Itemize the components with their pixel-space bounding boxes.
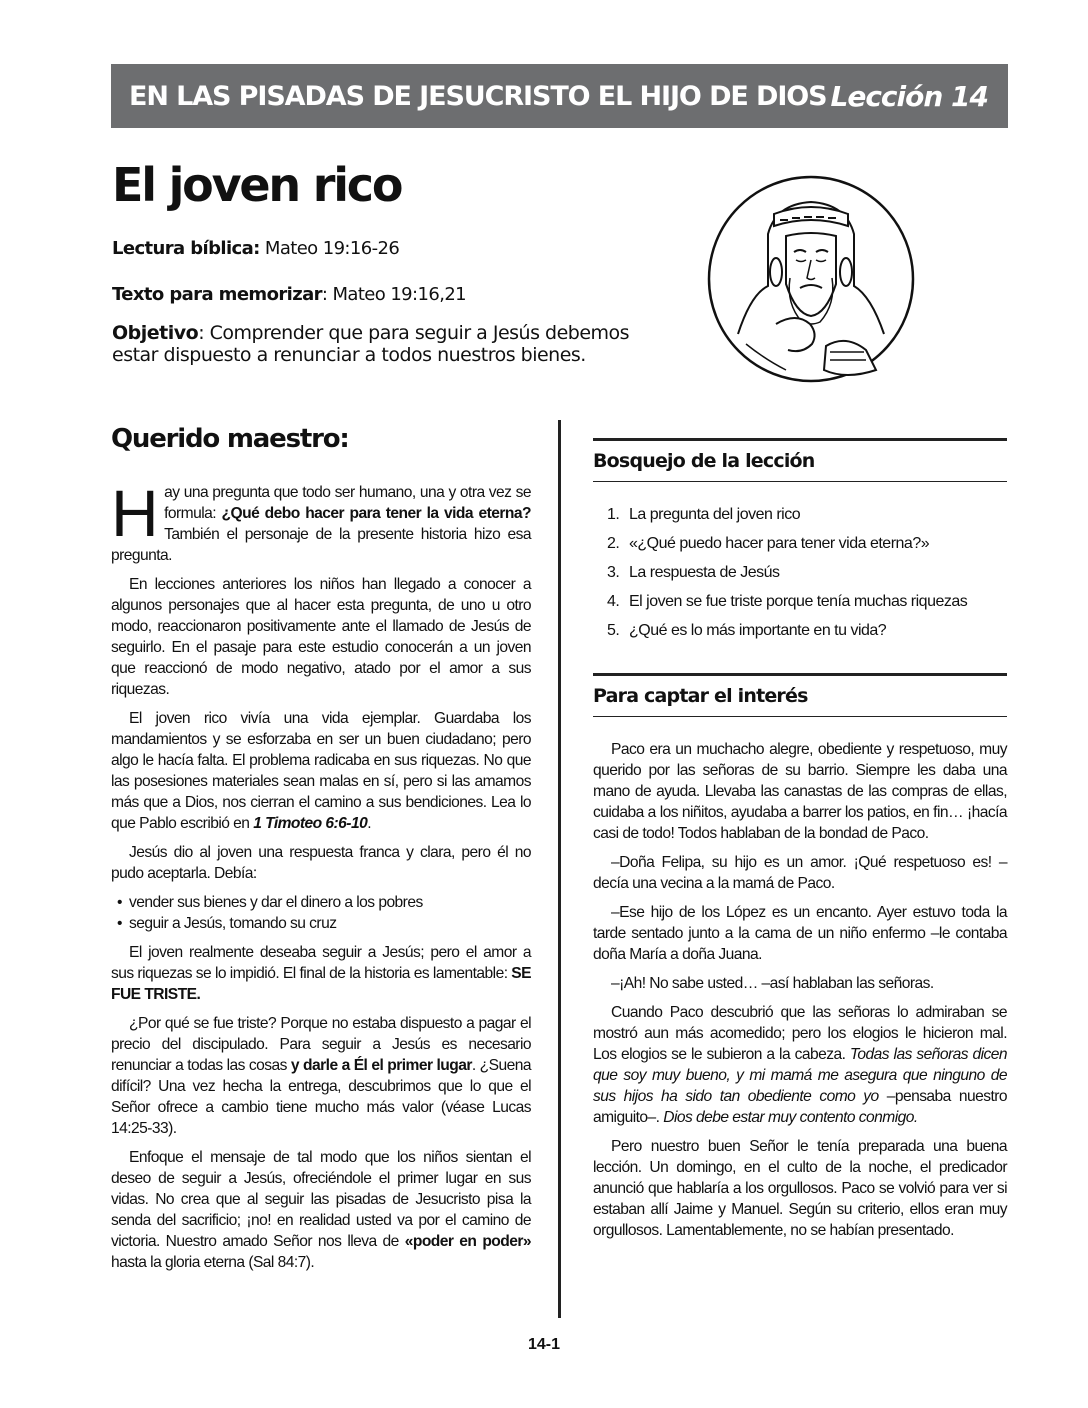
lesson-title: El joven rico — [112, 158, 402, 212]
thought-text: Todas las señoras dicen que soy muy bueno, y mi mamá me asegura que ninguno de sus hijos ha sido tan obediente como yo — [593, 1046, 1007, 1105]
outline-text: La pregunta del joven rico — [629, 506, 801, 523]
list-item: • seguir a Jesús, tomando su cruz — [111, 913, 531, 934]
bible-reading-value: Mateo 19:16-26 — [259, 238, 400, 259]
story-paragraph: –¡Ah! No sabe usted… –así hablaban las señoras. — [611, 975, 934, 992]
key-question: ¿Qué debo hacer para tener la vida eterna? — [221, 505, 531, 522]
teacher-paragraph — [111, 476, 531, 566]
teacher-note-heading: Querido maestro: — [111, 424, 349, 454]
teacher-paragraph — [111, 708, 531, 834]
bible-reading-label: Lectura bíblica: — [112, 238, 260, 259]
outline-number: 5. — [607, 622, 620, 639]
series-title: EN LAS PISADAS DE JESUCRISTO EL HIJO DE DIOS — [129, 80, 827, 112]
list-item: • vender sus bienes y dar el dinero a los pobres — [111, 892, 531, 913]
story-paragraph: Paco era un muchacho alegre, obediente y respetuoso, muy querido por las señoras de su barrio. Siempre les daba una mano de ayuda. Llevaba las canastas de las compras de ellas, cuidaba a los niñitos, ayudaba a barrer los patios, en fin… ¡hacía casi de todo! Todos hablaban de la bondad de Paco. — [593, 741, 1007, 842]
outline-column — [593, 438, 1007, 1249]
interest-story — [593, 739, 1007, 1241]
outline-number: 1. — [607, 506, 620, 523]
text-run: hasta la gloria eterna (Sal 84:7). — [111, 1254, 315, 1271]
outline-item — [593, 529, 1007, 558]
teacher-paragraph — [111, 1013, 531, 1139]
outline-item — [593, 587, 1007, 616]
story-paragraph — [593, 1002, 1007, 1128]
lesson-number: Lección 14 — [830, 79, 988, 113]
memory-verse-value: : Mateo 19:16,21 — [321, 284, 467, 305]
story-paragraph: –Ese hijo de los López es un encanto. Ayer estuvo toda la tarde sentado junto a la cama de un niño enfermo –le contaba doña María a doña Juana. — [593, 904, 1007, 963]
text-run: El joven rico vivía una vida ejemplar. Guardaba los mandamientos y se esforzaba en ser un buen ciudadano; pero algo le hacía falta. El problema radicaba en sus riquezas. No que las posesiones materiales sean malas en sí, pero si las amamos más que a Dios, nos cierran el camino a sus bendiciones. Lea lo que Pablo escribió en — [111, 710, 531, 832]
bible-reading — [112, 238, 399, 259]
teacher-paragraph: Jesús dio al joven una respuesta franca y clara, pero él no pudo aceptarla. Debía: — [111, 844, 531, 882]
objective-value: : Comprender que para seguir a Jesús debemos estar dispuesto a renunciar a todos nuestros bienes. — [112, 322, 630, 366]
story-paragraph: Pero nuestro buen Señor le tenía preparada una buena lección. Un domingo, en el culto de la noche, el predicador anunció que hablaría a los orgullosos. Paco se volvió para ver si estaban allí Jaime y Manuel. Según su criterio, ellos eran muy orgullosos. Lamentablemente, no se habían presentado. — [593, 1138, 1007, 1239]
drop-cap: H — [111, 476, 159, 550]
outline-number: 2. — [607, 535, 620, 552]
story-paragraph: –Doña Felipa, su hijo es un amor. ¡Qué respetuoso es! –decía una vecina a la mamá de Paco. — [593, 854, 1007, 892]
text-run: ay una pregunta que todo ser humano, una y otra vez se formula: — [164, 484, 531, 522]
scripture-reference: 1 Timoteo 6:6-10 — [253, 815, 368, 832]
outline-heading: Bosquejo de la lección — [593, 438, 1007, 482]
text-run: –pensaba nuestro amiguito–. — [593, 1088, 1007, 1126]
outline-item — [593, 500, 1007, 529]
objective — [112, 322, 672, 366]
text-run: El joven realmente deseaba seguir a Jesús; pero el amor a sus riquezas se lo impidió. El final de la historia es lamentable: — [111, 944, 531, 982]
text-run: También el personaje de la presente historia hizo esa pregunta. — [111, 526, 531, 564]
column-divider — [558, 420, 561, 1318]
emphasis: «poder en poder» — [404, 1233, 532, 1250]
outline-number: 3. — [607, 564, 620, 581]
outline-text: ¿Qué es lo más importante en tu vida? — [629, 622, 887, 639]
memory-verse — [112, 284, 466, 305]
emphasis: SE FUE TRISTE. — [111, 965, 531, 1003]
thought-text: Dios debe estar muy contento conmigo. — [663, 1109, 918, 1126]
outline-text: «¿Qué puedo hacer para tener vida eterna?» — [629, 535, 930, 552]
teacher-note-column — [111, 420, 531, 1281]
text-run: Cuando Paco descubrió que las señoras lo admiraban se mostró aun más acomedido; pero los elogios le hicieron mal. Los elogios se le subieron a la cabeza. — [593, 1004, 1007, 1063]
text-run: . — [367, 815, 371, 832]
rich-young-man-illustration — [706, 174, 916, 384]
outline-item — [593, 616, 1007, 645]
header-banner — [111, 64, 1008, 128]
text-run: ¿Por qué se fue triste? Porque no estaba dispuesto a pagar el precio del discipulado. Para seguir a Jesús es necesario renunciar a todas las cosas — [111, 1015, 531, 1074]
teacher-paragraph: En lecciones anteriores los niños han llegado a conocer a algunos personajes que al hacer esta pregunta, de uno u otro modo, reaccionaron positivamente ante el llamado de Jesús de seguirlo. En el pasaje para este estudio conocerán a un joven que reaccionó de modo negativo, atado por el amor a sus riquezas. — [111, 576, 531, 698]
outline-item — [593, 558, 1007, 587]
outline-number: 4. — [607, 593, 620, 610]
text-run: Enfoque el mensaje de tal modo que los niños sientan el deseo de seguir a Jesús, ofreciéndole el primer lugar en sus vidas. No crea que al seguir las pisadas de Jesucristo pisa la senda del sacrificio; ¡no! en realidad usted va por el camino de victoria. Nuestro amado Señor nos lleva de — [111, 1149, 531, 1250]
outline-text: El joven se fue triste porque tenía muchas riquezas — [629, 593, 968, 610]
memory-verse-label: Texto para memorizar — [112, 284, 322, 305]
outline-text: La respuesta de Jesús — [629, 564, 780, 581]
page-number: 14-1 — [528, 1336, 561, 1353]
teacher-note-body — [111, 476, 532, 1273]
teacher-paragraph — [111, 942, 531, 1005]
interest-heading: Para captar el interés — [593, 673, 1007, 717]
emphasis: y darle a Él el primer lugar — [290, 1057, 472, 1074]
text-run: . ¿Suena difícil? Una vez hecha la entrega, descubrimos que lo que el Señor ofrece a cambio tiene mucho más valor (véase Lucas 14:25-33). — [111, 1057, 531, 1137]
requirements-list — [111, 892, 531, 934]
lesson-outline — [593, 500, 1007, 645]
teacher-paragraph — [111, 1147, 531, 1273]
objective-label: Objetivo — [112, 322, 199, 344]
